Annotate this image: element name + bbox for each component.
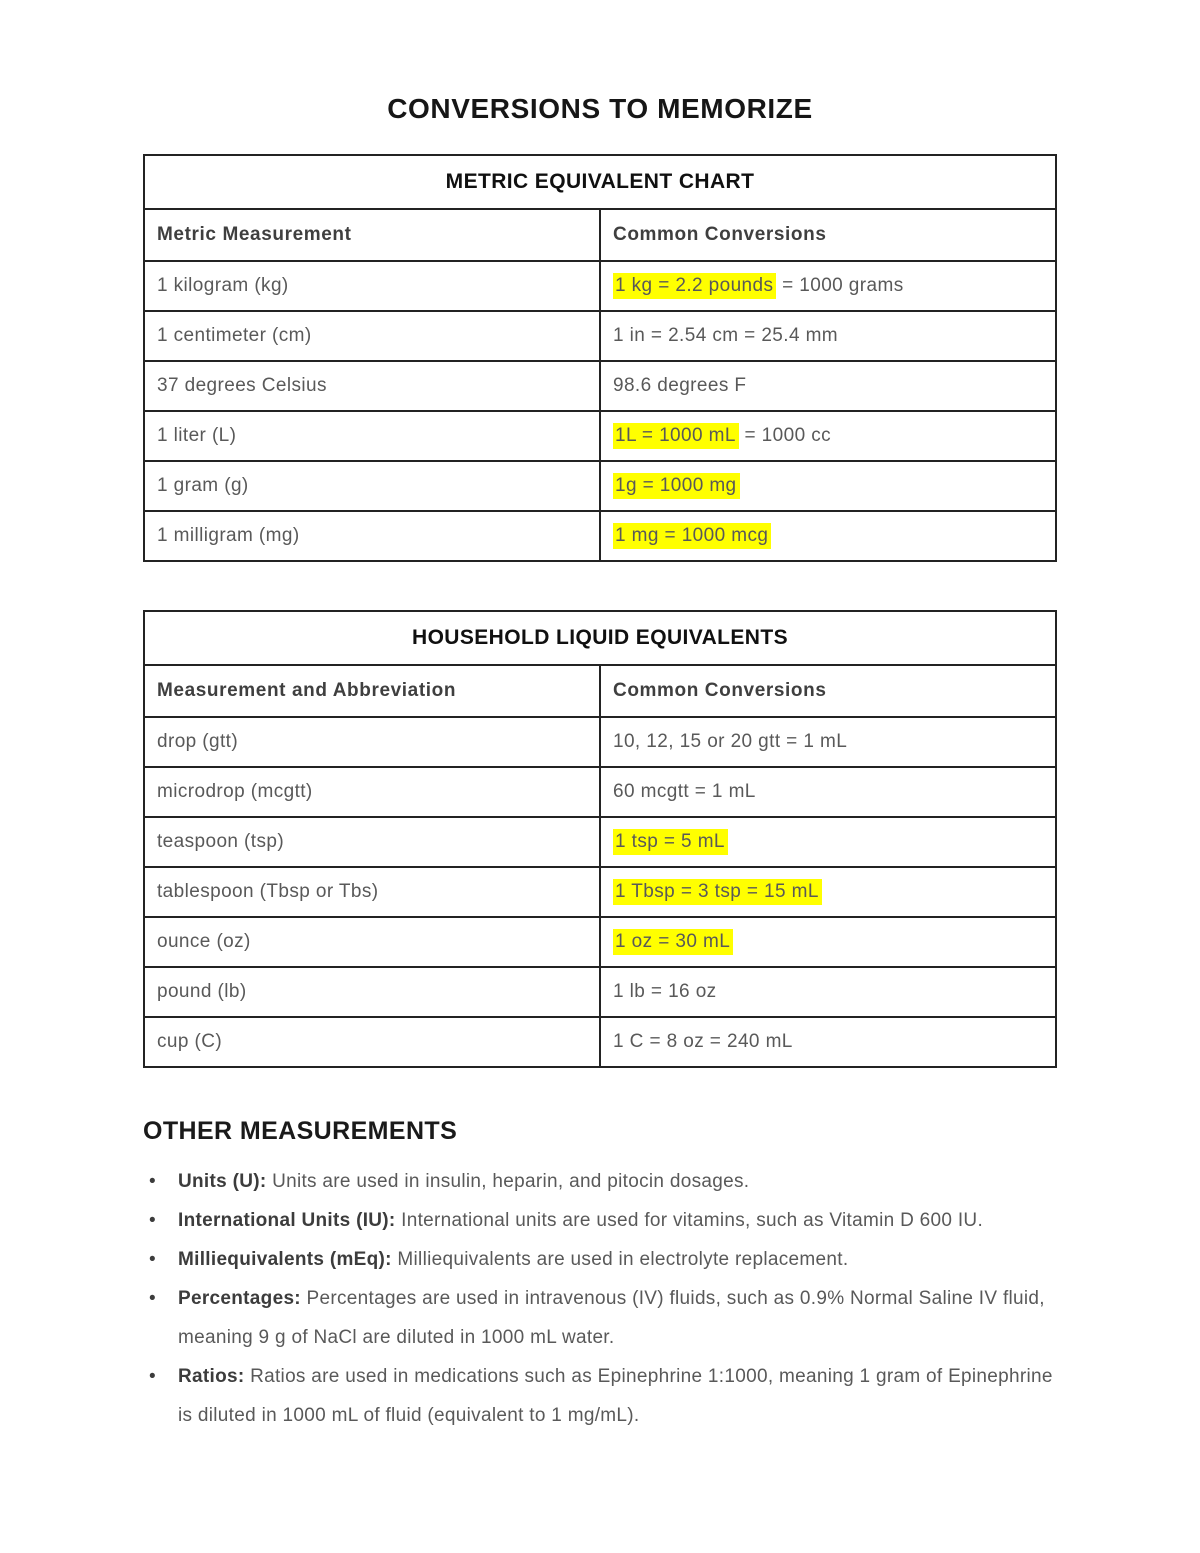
highlighted-text: 1 mg = 1000 mcg: [613, 523, 771, 549]
table-row: [144, 1017, 1056, 1067]
column-header-conversions: Common Conversions: [600, 665, 1056, 717]
item-description: Ratios are used in medications such as Epinephrine 1:1000, meaning 1 gram of Epinephrine is diluted in 1000 mL of fluid (equivalent to 1 mg/mL).: [178, 1366, 1053, 1426]
measurement-cell: 1 milligram (mg): [144, 511, 600, 561]
list-item: [143, 1240, 1057, 1279]
conversion-cell: [600, 717, 1056, 767]
conversion-cell: [600, 361, 1056, 411]
table-title: HOUSEHOLD LIQUID EQUIVALENTS: [144, 611, 1056, 665]
measurement-cell: 37 degrees Celsius: [144, 361, 600, 411]
conversion-cell: [600, 767, 1056, 817]
table-title-row: [144, 611, 1056, 665]
item-term: Milliequivalents (mEq):: [178, 1249, 398, 1270]
conversion-cell: [600, 261, 1056, 311]
item-description: Units are used in insulin, heparin, and pitocin dosages.: [272, 1171, 750, 1192]
other-measurements-list: [143, 1162, 1057, 1435]
bullet-icon: •: [149, 1210, 156, 1231]
conversion-cell: [600, 817, 1056, 867]
item-term: Units (U):: [178, 1171, 273, 1192]
table-row: [144, 767, 1056, 817]
conversion-text: 1 lb = 16 oz: [613, 981, 717, 1002]
highlighted-text: 1 oz = 30 mL: [613, 929, 733, 955]
list-item: [143, 1279, 1057, 1357]
highlighted-text: 1 tsp = 5 mL: [613, 829, 728, 855]
table-title: METRIC EQUIVALENT CHART: [144, 155, 1056, 209]
bullet-icon: •: [149, 1366, 156, 1387]
table-row: [144, 361, 1056, 411]
conversion-cell: [600, 311, 1056, 361]
table-row: [144, 261, 1056, 311]
list-item: [143, 1357, 1057, 1435]
document-page: [143, 0, 1057, 1435]
highlighted-text: 1L = 1000 mL: [613, 423, 739, 449]
column-header-measurement: Metric Measurement: [144, 209, 600, 261]
table-row: [144, 717, 1056, 767]
measurement-cell: ounce (oz): [144, 917, 600, 967]
conversion-text: = 1000 grams: [776, 275, 904, 296]
conversion-text: 1 in = 2.54 cm = 25.4 mm: [613, 325, 839, 346]
conversion-text: 1 C = 8 oz = 240 mL: [613, 1031, 793, 1052]
column-header-measurement: Measurement and Abbreviation: [144, 665, 600, 717]
conversion-cell: [600, 967, 1056, 1017]
item-description: International units are used for vitamins, such as Vitamin D 600 IU.: [401, 1210, 984, 1231]
table-row: [144, 311, 1056, 361]
measurement-cell: 1 gram (g): [144, 461, 600, 511]
item-term: Percentages:: [178, 1288, 307, 1309]
measurement-cell: 1 kilogram (kg): [144, 261, 600, 311]
table-title-row: [144, 155, 1056, 209]
measurement-cell: pound (lb): [144, 967, 600, 1017]
measurement-cell: microdrop (mcgtt): [144, 767, 600, 817]
metric-equivalent-table: [143, 154, 1057, 562]
table-row: [144, 917, 1056, 967]
highlighted-text: 1 Tbsp = 3 tsp = 15 mL: [613, 879, 822, 905]
measurement-cell: 1 liter (L): [144, 411, 600, 461]
table-row: [144, 967, 1056, 1017]
table-row: [144, 867, 1056, 917]
household-liquid-table: [143, 610, 1057, 1068]
list-item: [143, 1162, 1057, 1201]
conversion-cell: [600, 867, 1056, 917]
conversion-text: 10, 12, 15 or 20 gtt = 1 mL: [613, 731, 848, 752]
highlighted-text: 1g = 1000 mg: [613, 473, 740, 499]
measurement-cell: 1 centimeter (cm): [144, 311, 600, 361]
measurement-cell: cup (C): [144, 1017, 600, 1067]
page-title: CONVERSIONS TO MEMORIZE: [387, 93, 813, 124]
conversion-cell: [600, 461, 1056, 511]
conversion-cell: [600, 1017, 1056, 1067]
section-heading-other-measurements: OTHER MEASUREMENTS: [143, 1117, 458, 1145]
table-row: [144, 461, 1056, 511]
item-description: Milliequivalents are used in electrolyte replacement.: [397, 1249, 849, 1270]
conversion-text: 98.6 degrees F: [613, 375, 747, 396]
conversion-cell: [600, 411, 1056, 461]
table-header-row: [144, 209, 1056, 261]
conversion-cell: [600, 917, 1056, 967]
conversion-text: 60 mcgtt = 1 mL: [613, 781, 756, 802]
measurement-cell: drop (gtt): [144, 717, 600, 767]
table-row: [144, 817, 1056, 867]
item-description: Percentages are used in intravenous (IV) fluids, such as 0.9% Normal Saline IV fluid, meaning 9 g of NaCl are diluted in 1000 mL water.: [178, 1288, 1045, 1348]
table-row: [144, 511, 1056, 561]
table-row: [144, 411, 1056, 461]
bullet-icon: •: [149, 1288, 156, 1309]
bullet-icon: •: [149, 1249, 156, 1270]
list-item: [143, 1201, 1057, 1240]
measurement-cell: teaspoon (tsp): [144, 817, 600, 867]
table-header-row: [144, 665, 1056, 717]
item-term: International Units (IU):: [178, 1210, 402, 1231]
column-header-conversions: Common Conversions: [600, 209, 1056, 261]
bullet-icon: •: [149, 1171, 156, 1192]
measurement-cell: tablespoon (Tbsp or Tbs): [144, 867, 600, 917]
item-term: Ratios:: [178, 1366, 251, 1387]
conversion-text: = 1000 cc: [738, 425, 832, 446]
conversion-cell: [600, 511, 1056, 561]
highlighted-text: 1 kg = 2.2 pounds: [613, 273, 776, 299]
